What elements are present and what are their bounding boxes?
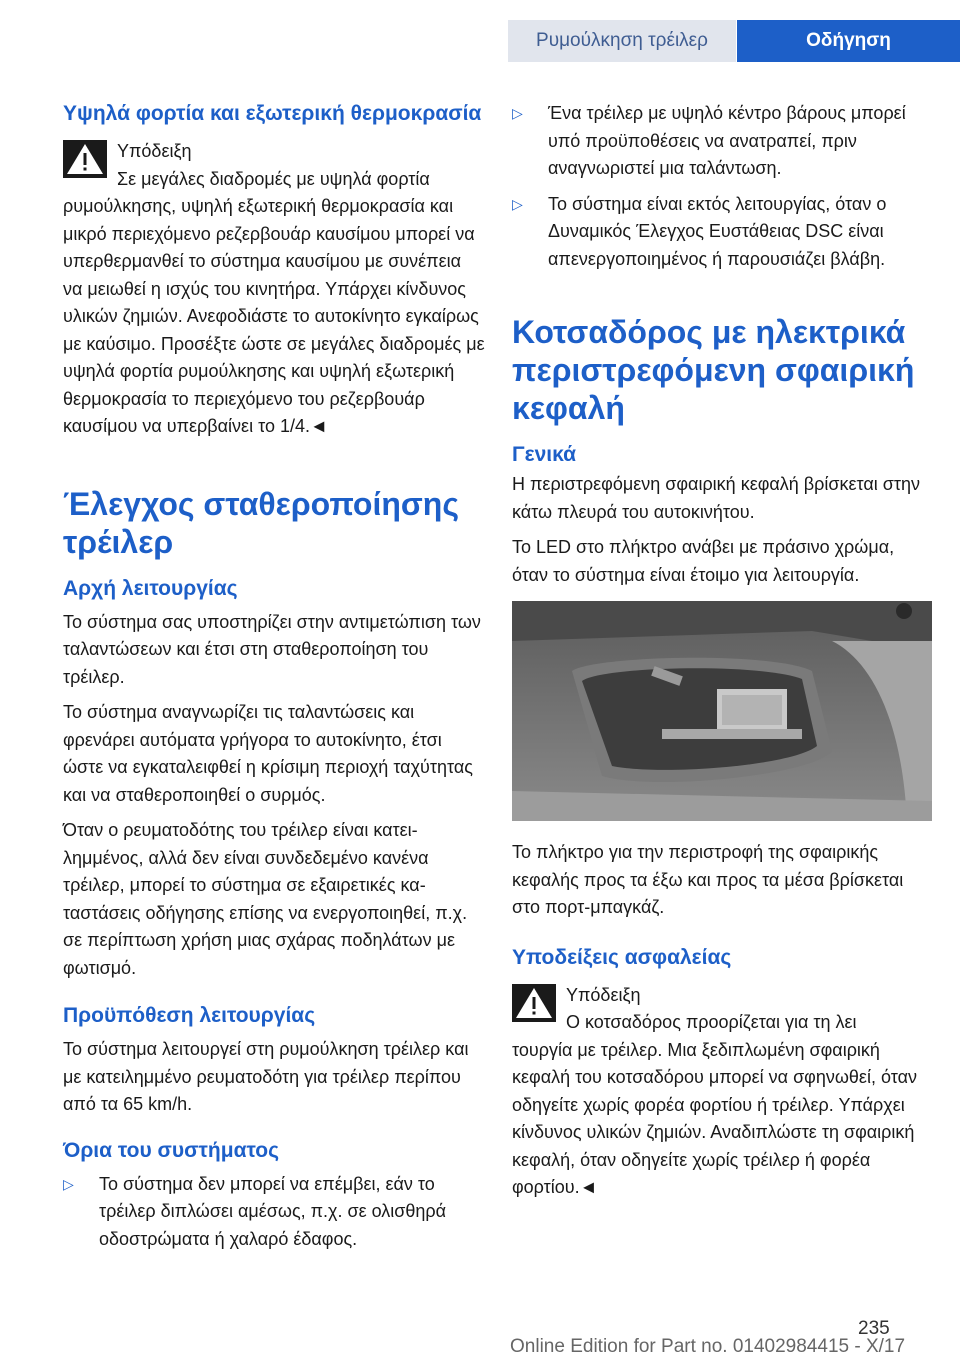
- heading-stability: Έλεγχος σταθεροποίησης τρέιλερ: [63, 485, 459, 560]
- warning-triangle-icon: [63, 140, 107, 178]
- paragraph-7: Το πλήκτρο για την περιστροφή της σφαιρικής κεφαλής προς τα έξω και προς τα μέσα βρίσκεται στο πορτ-μπαγκάζ.: [512, 842, 904, 917]
- warning-text: τουργία με τρέιλερ. Μια ξεδιπλωμένη σφαιρική κεφαλή του κοτσαδόρου μπορεί να σφηνωθεί, όταν οδηγείτε χωρίς φορέα φορτίου ή τρέιλερ. Υπάρχει κίνδυνος υλικών ζημιών. Αναδιπλώστε τη σφαιρική κεφαλή, όταν οδηγείτε χωρίς τρέιλερ ή φορέα φορτίου.◄: [512, 1039, 917, 1197]
- heading-limits: Όρια του συστήματος: [63, 1138, 280, 1162]
- triangle-right-icon: ▷: [512, 195, 523, 212]
- page-number: 235: [858, 1318, 890, 1339]
- bullet-text: Ένα τρέιλερ με υψηλό κέντρο βάρους μπορεί υπό προϋποθέσεις να ανατραπεί, πριν αναγνωριστεί μια ταλάντωση.: [548, 103, 906, 178]
- warning-triangle-icon: [512, 984, 556, 1022]
- warning-note: [63, 138, 485, 441]
- bullet-text: Το σύστημα είναι εκτός λειτουργίας, όταν ο Δυναμικός Έλεγχος Ευστάθειας DSC είναι απενεργοποιημένος ή παρουσιάζει βλάβη.: [548, 193, 887, 269]
- paragraph-4: Το σύστημα λειτουργεί στη ρυμούλκηση τρέιλερ και με κατειλημμένο ρευματοδότη για τρέιλερ περίπου από τα 65 km/h.: [63, 1039, 469, 1114]
- warning-text-start: Σε μεγάλες διαδρομές με υψηλά φορτία: [117, 168, 430, 189]
- trunk-button-photo: [512, 601, 932, 821]
- heading-high-load: Υψηλά φορτία και εξωτερική θερμοκρασία: [63, 102, 482, 125]
- paragraph-6: Το LED στο πλήκτρο ανάβει με πράσινο χρώμα, όταν το σύστημα είναι έτοιμο για λειτουργία.: [512, 537, 895, 585]
- right-column: [512, 100, 932, 1202]
- paragraph-3: Όταν ο ρευματοδότης του τρέιλερ είναι κατειλημμένος, αλλά δεν είναι συνδεδεμένο κανένα τρέιλερ, μπορεί το σύστημα σε εξαιρετικές καταστάσεις οδήγησης επίσης να ενεργοποιηθεί, π.χ. σε περίπτωση χρήση μιας σχάρας ποδηλάτων με φωτισμό.: [63, 820, 468, 978]
- paragraph-1: Το σύστημα σας υποστηρίζει στην αντιμετώπιση των ταλαντώσεων και έτσι στη σταθεροποίηση του τρέιλερ.: [63, 611, 481, 687]
- header-section-tab: Ρυμούλκηση τρέιλερ: [508, 20, 736, 62]
- triangle-right-icon: ▷: [63, 1175, 74, 1192]
- warning-note: [512, 982, 932, 1202]
- warning-text-start: Ο κοτσαδόρος προορίζεται για τη λει: [566, 1012, 857, 1032]
- paragraph-2: Το σύστημα αναγνωρίζει τις ταλαντώσεις και φρενάρει αυτόματα γρήγορα το αυτοκίνητο, έτσι ώστε να εγκαταλειφθεί η κρίσιμη περιοχή ταχύτητας και να σταθεροποιηθεί ο συρμός.: [63, 702, 473, 805]
- warning-label: Υπόδειξη: [117, 141, 192, 161]
- triangle-right-icon: ▷: [512, 105, 523, 121]
- warning-text: ρυμούλκησης, υψηλή εξωτερική θερμοκρασία και μικρό περιεχόμενο ρεζερβουάρ καυσίμου μπορεί να υπερθερμανθεί το σύστημα καυσίμου με συνέπεια να μειωθεί η ισχύς του κινητήρα. Υπάρχει κίνδυνος υλικών ζημιών. Ανεφοδιάστε το αυτοκίνητο εγκαίρως με καύσιμο. Προσέξτε ώστε σε μεγάλες διαδρομές με υψηλά φορτία ρυμούλκησης και υψηλή εξωτερική θερμοκρασία το περιεχόμενο του ρεζερβουάρ καυσίμου να υπερβαίνει το 1/4.◄: [63, 196, 485, 436]
- left-column: [63, 100, 485, 1261]
- heading-safety: Υποδείξεις ασφαλείας: [512, 945, 732, 969]
- heading-general: Γενικά: [512, 443, 577, 466]
- list-item: [512, 191, 932, 274]
- bullet-text: Το σύστημα δεν μπορεί να επέμβει, εάν το τρέιλερ διπλώσει αμέσως, π.χ. σε ολισθηρά οδοστρώματα ή χαλαρό έδαφος.: [99, 1173, 447, 1249]
- list-item: [512, 100, 932, 183]
- list-item: [63, 1171, 485, 1254]
- warning-label: Υπόδειξη: [566, 984, 641, 1005]
- footer-edition: Online Edition for Part no. 01402984415 - X/17: [510, 1336, 906, 1357]
- heading-precondition: Προϋπόθεση λειτουργίας: [63, 1004, 316, 1027]
- header-chapter-tab: Οδήγηση: [737, 20, 960, 62]
- paragraph-5: Η περιστρεφόμενη σφαιρική κεφαλή βρίσκεται στην κάτω πλευρά του αυτοκινήτου.: [512, 474, 921, 522]
- heading-principle: Αρχή λειτουργίας: [63, 576, 238, 600]
- heading-hitch: Κοτσαδόρος με ηλεκτρικά περιστρεφόμενη σφαιρική κεφαλή: [512, 314, 915, 426]
